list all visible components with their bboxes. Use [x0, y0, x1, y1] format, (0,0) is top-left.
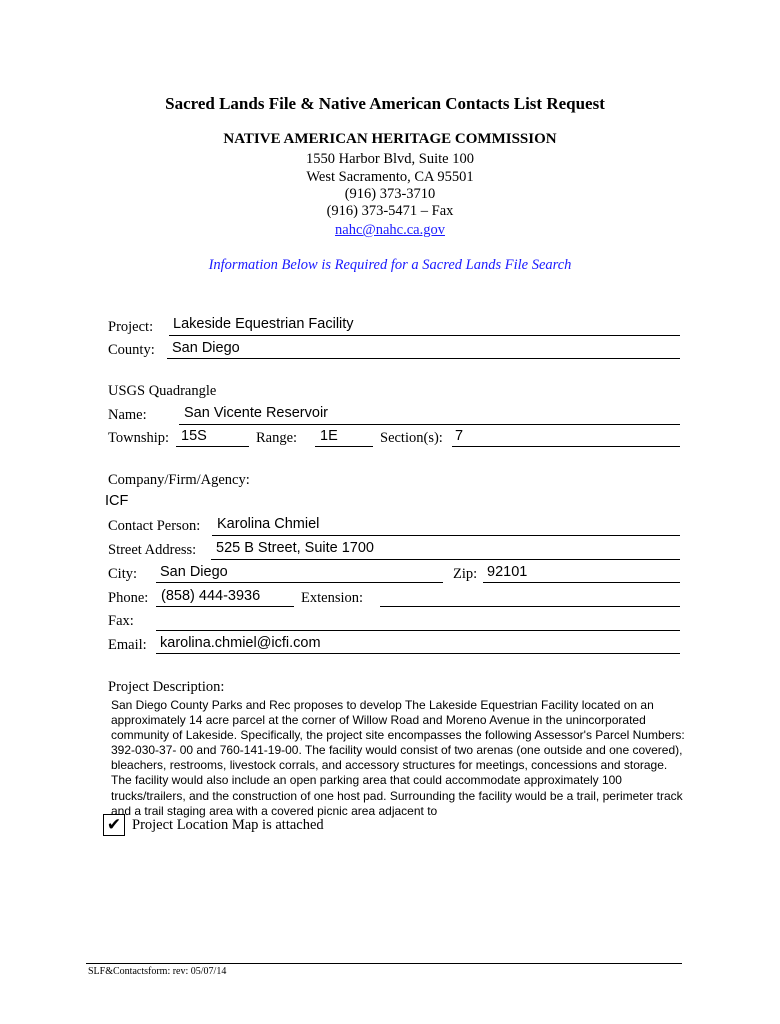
range-field[interactable]: 1E	[320, 428, 338, 444]
city-field[interactable]: San Diego	[160, 564, 228, 580]
project-description-label: Project Description:	[108, 679, 225, 695]
zip-label: Zip:	[453, 566, 478, 582]
project-underline	[169, 335, 680, 336]
township-underline	[176, 446, 249, 447]
section-label: Section(s):	[380, 430, 443, 446]
phone-label: Phone:	[108, 590, 149, 606]
phone-number: (916) 373-3710	[344, 186, 436, 202]
county-underline	[167, 358, 680, 359]
street-address-underline	[211, 559, 680, 560]
zip-field[interactable]: 92101	[487, 564, 528, 580]
usgs-quadrangle-label: USGS Quadrangle	[108, 383, 217, 399]
map-attached-label: Project Location Map is attached	[132, 817, 324, 833]
email-underline	[156, 653, 680, 654]
email-field[interactable]: karolina.chmiel@icfi.com	[160, 635, 321, 651]
form-title: Sacred Lands File & Native American Contacts List Request	[165, 94, 605, 113]
map-attached-checkbox[interactable]: ✔	[103, 814, 125, 836]
range-underline	[315, 446, 373, 447]
extension-label: Extension:	[301, 590, 364, 606]
fax-number: (916) 373-5471 – Fax	[326, 203, 454, 219]
address-line-1: 1550 Harbor Blvd, Suite 100	[306, 151, 474, 167]
commission-email-link[interactable]: nahc@nahc.ca.gov	[335, 222, 445, 238]
project-label: Project:	[108, 319, 154, 335]
township-field[interactable]: 15S	[181, 428, 207, 444]
range-label: Range:	[256, 430, 298, 446]
county-label: County:	[108, 342, 155, 358]
section-underline	[452, 446, 680, 447]
contact-person-underline	[212, 535, 680, 536]
quad-name-label: Name:	[108, 407, 147, 423]
extension-underline	[380, 606, 680, 607]
project-field[interactable]: Lakeside Equestrian Facility	[173, 316, 354, 332]
commission-name: NATIVE AMERICAN HERITAGE COMMISSION	[223, 131, 557, 147]
contact-person-field[interactable]: Karolina Chmiel	[217, 516, 320, 532]
fax-underline	[156, 630, 680, 631]
company-label: Company/Firm/Agency:	[108, 472, 250, 488]
phone-field[interactable]: (858) 444-3936	[161, 588, 261, 604]
form-revision: SLF&Contactsform: rev: 05/07/14	[88, 966, 227, 977]
quad-name-field[interactable]: San Vicente Reservoir	[184, 405, 329, 421]
project-description-field[interactable]: San Diego County Parks and Rec proposes to develop The Lakeside Equestrian Facility located on an approximately 14 acre parcel at the corner of Willow Road and Moreno Avenue in the unincorporated community of Lakeside. Specifically, the project site encompasses the following Assessor's Parcel Numbers: 392-030-37- 00 and 760-141-19-00. The facility would consist of two arenas (one outside and one covered), bleachers, restrooms, livestock corrals, and accessory structures for meetings, concessions and storage. The facility would also include an open parking area that could accommodate approximately 100 trucks/trailers, and the construction of one host pad. Surrounding the facility would be a trail, perimeter track and a trail staging area with a covered picnic area adjacent to	[111, 698, 685, 818]
city-underline	[156, 582, 443, 583]
footer-divider	[86, 963, 682, 964]
section-field[interactable]: 7	[455, 428, 464, 444]
phone-underline	[156, 606, 294, 607]
fax-label: Fax:	[108, 613, 134, 629]
email-label: Email:	[108, 637, 147, 653]
required-info-notice: Information Below is Required for a Sacred Lands File Search	[208, 257, 572, 273]
quad-name-underline	[179, 424, 680, 425]
contact-person-label: Contact Person:	[108, 518, 201, 534]
company-field[interactable]: ICF	[105, 493, 129, 509]
county-field[interactable]: San Diego	[172, 340, 240, 356]
street-address-field[interactable]: 525 B Street, Suite 1700	[216, 540, 374, 556]
zip-underline	[483, 582, 680, 583]
commission-email-row	[0, 222, 780, 239]
township-label: Township:	[108, 430, 170, 446]
street-address-label: Street Address:	[108, 542, 197, 558]
address-line-2: West Sacramento, CA 95501	[306, 169, 474, 185]
city-label: City:	[108, 566, 138, 582]
